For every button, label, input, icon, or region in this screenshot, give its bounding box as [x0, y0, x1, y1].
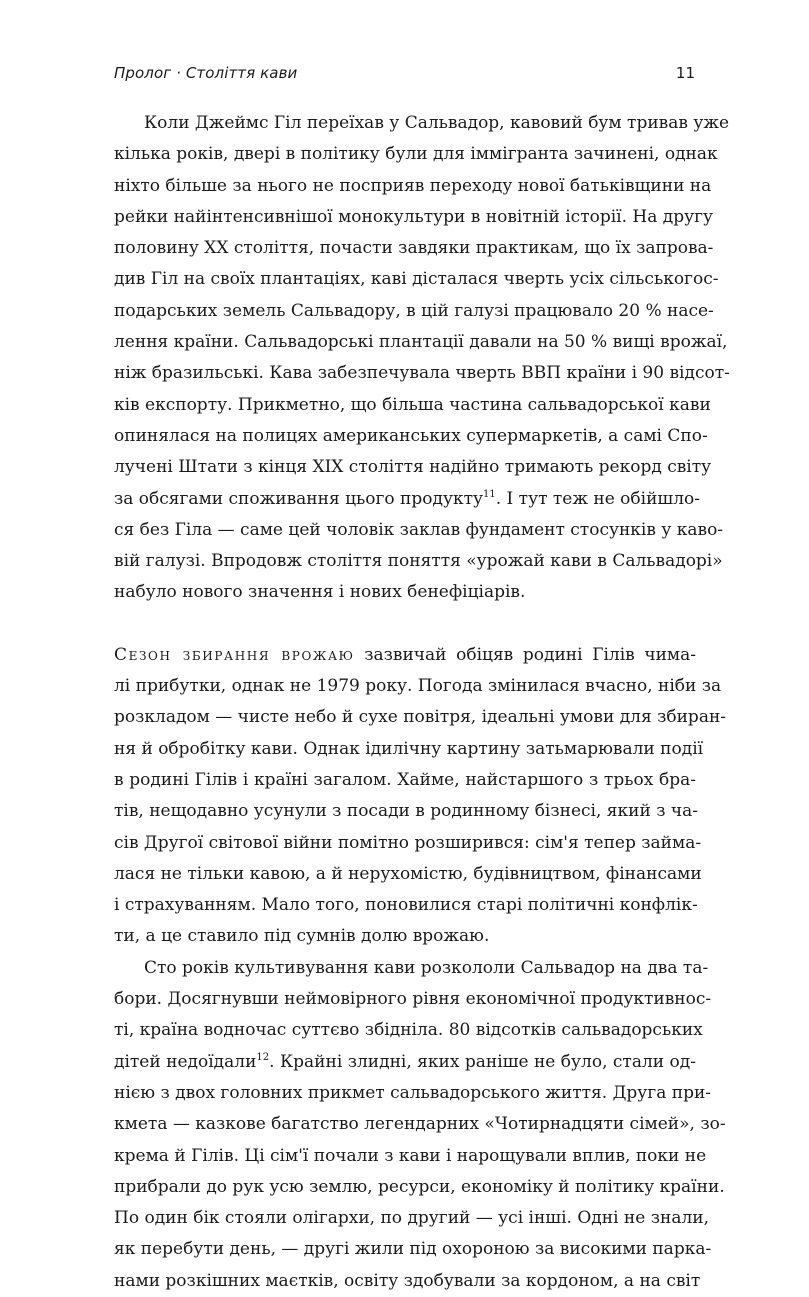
text-line: і страхуванням. Мало того, поновилися старі політичні конфлік- — [114, 895, 698, 916]
text-line: кілька років, двері в політику були для іммігранта зачинені, однак — [114, 144, 718, 165]
text-line — [114, 484, 700, 515]
text-line: ніхто більше за нього не посприяв переходу нової батьківщини на — [114, 175, 712, 196]
text-line: Коли Джеймс Гіл переїхав у Сальвадор, кавовий бум тривав уже — [144, 113, 730, 133]
text-line: як перебути день, — другі жили під охороною за високими парка- — [114, 1239, 712, 1260]
text-run: дітей недоїдали — [114, 1051, 257, 1072]
text-line — [114, 1047, 696, 1078]
text-line: рейки найінтенсивнішої монокультури в новітній історії. На другу — [114, 206, 714, 227]
text-line: лучені Штати з кінця XIX століття надійно тримають рекорд світу — [114, 457, 712, 478]
text-line: По один бік стояли олігархи, по другий — усі інші. Одні не знали, — [114, 1208, 709, 1229]
text-line: бори. Досягнувши неймовірного рівня економічної продуктивнос- — [114, 989, 712, 1010]
text-line: в родині Гілів і країні загалом. Хайме, найстаршого з трьох бра- — [114, 769, 696, 790]
text-line: ків експорту. Прикметно, що більша частина сальвадорської кави — [114, 394, 711, 415]
text-line: ти, а це ставило під сумнів долю врожаю. — [114, 926, 490, 947]
section-break — [114, 609, 696, 640]
running-title: Пролог · Століття кави — [114, 64, 298, 82]
text-line: ня й обробітку кави. Однак ідилічну картину затьмарювали події — [114, 738, 704, 759]
paragraph-3 — [114, 953, 726, 1297]
text-run: зазвичай обіцяв родині Гілів чима- — [354, 644, 696, 665]
text-line: сів Другої світової війни помітно розширився: сім'я тепер займа- — [114, 832, 702, 853]
body-text — [114, 108, 730, 1297]
footnote-ref-12[interactable]: 12 — [256, 1051, 270, 1063]
text-line: кмета — казкове багатство легендарних «Чотирнадцяти сімей», зо- — [114, 1114, 726, 1135]
text-line: подарських земель Сальвадору, в цій галузі працювало 20 % насе- — [114, 300, 714, 321]
text-line: лення країни. Сальвадорські плантації давали на 50 % вищі врожаї, — [114, 332, 728, 353]
text-line — [114, 640, 696, 671]
paragraph-1 — [114, 108, 730, 609]
text-line: ся без Гіла — саме цей чоловік заклав фундамент стосунків у каво- — [114, 519, 724, 540]
text-run: . І тут теж не обійшло- — [495, 488, 700, 509]
text-line: крема й Гілів. Ці сім'ї почали з кави і нарощували вплив, поки не — [114, 1145, 707, 1166]
text-line: ті, країна водночас суттєво збідніла. 80 відсотків сальвадорських — [114, 1020, 703, 1041]
footnote-ref-11[interactable]: 11 — [483, 488, 496, 500]
text-line: лі прибутки, однак не 1979 року. Погода змінилася вчасно, ніби за — [114, 676, 722, 697]
paragraph-2 — [114, 640, 727, 953]
text-line: тів, нещодавно усунули з посади в родинному бізнесі, який з ча- — [114, 801, 699, 822]
text-run: . Крайні злидні, яких раніше не було, стали од- — [269, 1051, 696, 1072]
text-line: нією з двох головних прикмет сальвадорського життя. Друга при- — [114, 1082, 712, 1103]
text-line: прибрали до рук усю землю, ресурси, економіку й політику країни. — [114, 1176, 725, 1197]
text-line: Сто років культивування кави розкололи Сальвадор на два та- — [144, 957, 709, 978]
text-line: ніж бразильські. Кава забезпечувала чверть ВВП країни і 90 відсот- — [114, 363, 730, 384]
section-lead-small-caps: Сезон збирання врожаю — [114, 644, 355, 665]
text-line: нами розкішних маєтків, освіту здобували за кордоном, а на світ — [114, 1270, 701, 1291]
text-line: див Гіл на своїх плантаціях, каві дісталася чверть усіх сільськогос- — [114, 269, 719, 290]
page-header — [114, 64, 695, 88]
text-line: опинялася на полицях американських супермаркетів, а самі Спо- — [114, 425, 708, 446]
text-line: вій галузі. Впродовж століття поняття «урожай кави в Сальвадорі» — [114, 551, 723, 572]
text-run: за обсягами споживання цього продукту — [114, 488, 483, 509]
text-line: половину XX століття, почасти завдяки практикам, що їх запрова- — [114, 238, 714, 259]
text-line: набуло нового значення і нових бенефіціарів. — [114, 582, 526, 603]
text-line: лася не тільки кавою, а й нерухомістю, будівництвом, фінансами — [114, 863, 702, 884]
page-number: 11 — [675, 64, 695, 82]
text-line: розкладом — чисте небо й сухе повітря, ідеальні умови для збиран- — [114, 707, 727, 728]
